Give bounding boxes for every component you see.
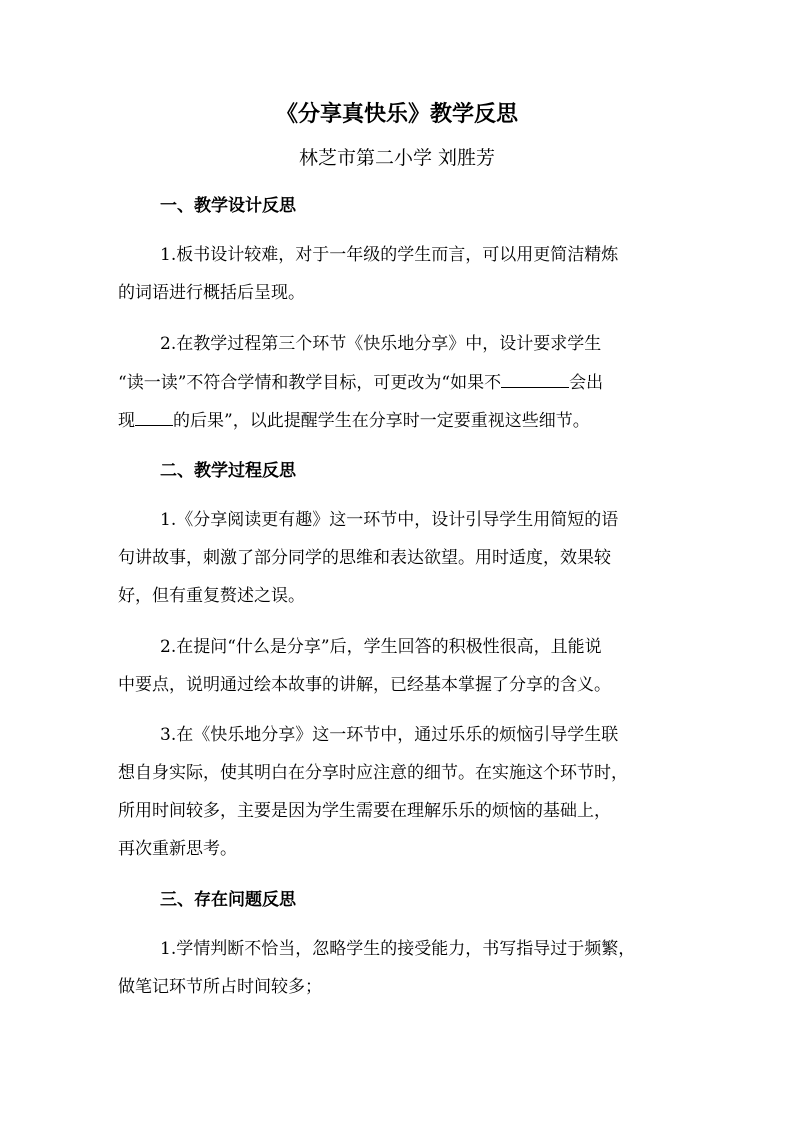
paragraph-line: 想自身实际，使其明白在分享时应注意的细节。在实施这个环节时，: [118, 763, 628, 783]
paragraph-line: 1.板书设计较难，对于一年级的学生而言，可以用更简洁精炼: [160, 245, 619, 265]
paragraph-line: [118, 371, 603, 394]
paragraph-line: 好，但有重复赘述之误。: [118, 586, 305, 606]
paragraph-line: 3.在《快乐地分享》这一环节中，通过乐乐的烦恼引导学生联: [160, 725, 619, 745]
paragraph-line: 中要点，说明通过绘本故事的讲解，已经基本掌握了分享的含义。: [118, 675, 611, 695]
section-heading-3: 三、存在问题反思: [160, 890, 296, 910]
fill-in-blank: [501, 371, 569, 388]
paragraph-line: 所用时间较多，主要是因为学生需要在理解乐乐的烦恼的基础上，: [118, 801, 611, 821]
line-text: 的后果”，以此提醒学生在分享时一定要重视这些细节。: [173, 411, 590, 431]
author-line: 林芝市第二小学 刘胜芳: [298, 147, 496, 169]
paragraph-line: 句讲故事，刺激了部分同学的思维和表达欲望。用时适度，效果较: [118, 548, 611, 568]
paragraph-line: 2.在教学过程第三个环节《快乐地分享》中，设计要求学生: [160, 334, 602, 354]
paragraph-line: 1.学情判断不恰当，忽略学生的接受能力，书写指导过于频繁，: [160, 939, 636, 959]
section-heading-1: 一、教学设计反思: [160, 196, 296, 216]
line-text: 会出: [569, 373, 604, 393]
paragraph-line: [118, 409, 590, 432]
paragraph-line: 的词语进行概括后呈现。: [118, 283, 305, 303]
document-title: 《分享真快乐》教学反思: [275, 101, 518, 127]
fill-in-blank: [135, 409, 173, 426]
paragraph-line: 1.《分享阅读更有趣》这一环节中，设计引导学生用简短的语: [160, 510, 619, 530]
line-text: “读一读”不符合学情和教学目标，可更改为“如果不: [118, 373, 502, 393]
paragraph-line: 做笔记环节所占时间较多；: [118, 977, 322, 997]
paragraph-line: 2.在提问“什么是分享”后，学生回答的积极性很高，且能说: [160, 637, 602, 657]
section-heading-2: 二、教学过程反思: [160, 461, 296, 481]
line-text: 现: [118, 411, 135, 431]
paragraph-line: 再次重新思考。: [118, 839, 237, 859]
